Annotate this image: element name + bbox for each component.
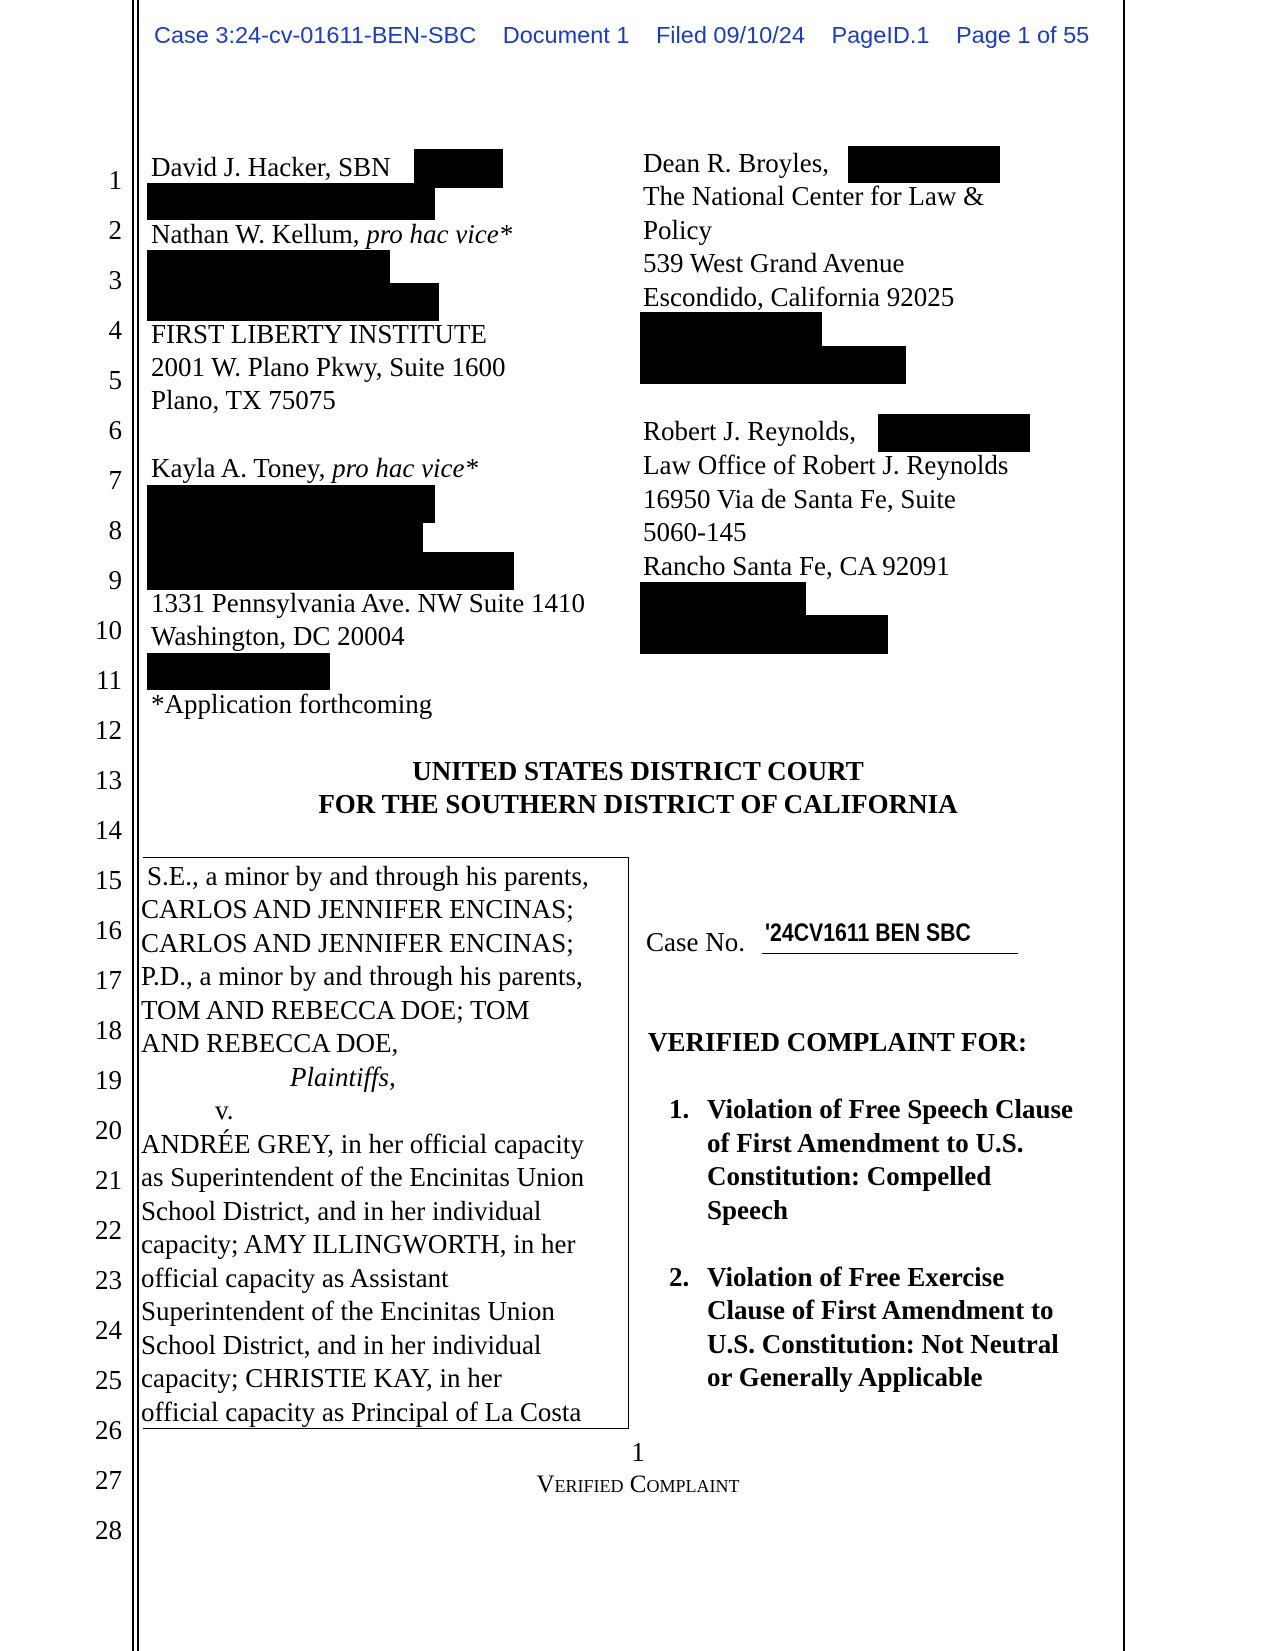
line-number: 25: [95, 1365, 122, 1395]
caption-line: capacity; AMY ILLINGWORTH, in her: [141, 1229, 576, 1259]
footer-page-number: 1: [631, 1437, 645, 1467]
counsel-address-line: 5060-145: [643, 517, 747, 547]
counsel-address-line: Washington, DC 20004: [151, 621, 405, 651]
redaction-box: [147, 653, 330, 690]
line-number: 15: [95, 865, 122, 895]
counsel-address-line: Rancho Santa Fe, CA 92091: [643, 551, 950, 581]
line-number: 8: [108, 515, 122, 545]
counsel-reynolds: Robert J. Reynolds,: [643, 416, 856, 446]
redaction-box: [848, 146, 1000, 183]
line-number: 21: [95, 1165, 122, 1195]
line-number: 23: [95, 1265, 122, 1295]
counsel-address-line: 539 West Grand Avenue: [643, 248, 905, 278]
caption-line: P.D., a minor by and through his parents,: [141, 961, 583, 991]
redaction-box: [147, 183, 435, 220]
line-number: 22: [95, 1215, 122, 1245]
caption-line: S.E., a minor by and through his parents,: [147, 861, 589, 891]
ecf-header: [154, 22, 1109, 49]
line-number: 6: [108, 415, 122, 445]
line-number: 4: [108, 315, 122, 345]
line-number: 28: [95, 1515, 122, 1545]
redaction-box: [640, 615, 888, 654]
line-number: 16: [95, 915, 122, 945]
redaction-box: [147, 552, 514, 590]
case-number-value: '24CV1611 BEN SBC: [765, 919, 971, 947]
left-margin-rule-outer: [132, 0, 134, 1651]
line-number: 11: [96, 665, 122, 695]
redaction-box: [640, 312, 822, 348]
caption-line: School District, and in her individual: [141, 1330, 542, 1360]
right-margin-rule: [1123, 0, 1125, 1651]
redaction-box: [878, 414, 1030, 452]
counsel-address-line: 2001 W. Plano Pkwy, Suite 1600: [151, 352, 506, 382]
claim-text-line: Violation of Free Speech Clause: [707, 1094, 1073, 1124]
caption-line: Superintendent of the Encinitas Union: [141, 1296, 555, 1326]
claim-text-line: of First Amendment to U.S.: [707, 1128, 1024, 1158]
line-number: 3: [108, 265, 122, 295]
header-page: Page 1 of 55: [955, 22, 1090, 48]
caption-line: CARLOS AND JENNIFER ENCINAS;: [141, 894, 574, 924]
caption-line: CARLOS AND JENNIFER ENCINAS;: [141, 928, 574, 958]
redaction-box: [147, 520, 423, 554]
line-number: 13: [95, 765, 122, 795]
line-number: 18: [95, 1015, 122, 1045]
caption-line: ANDRÉE GREY, in her official capacity: [141, 1129, 584, 1159]
counsel-address-line: Escondido, California 92025: [643, 282, 955, 312]
counsel-org: The National Center for Law &: [643, 181, 985, 211]
line-number: 12: [95, 715, 122, 745]
counsel-toney: [151, 452, 478, 485]
claim-text-line: Constitution: Compelled: [707, 1161, 992, 1191]
application-note: *Application forthcoming: [151, 689, 433, 719]
line-number: 24: [95, 1315, 122, 1345]
line-number: 7: [108, 465, 122, 495]
counsel-firm: Law Office of Robert J. Reynolds: [643, 450, 1009, 480]
claim-number: 1.: [669, 1094, 690, 1124]
counsel-hacker: David J. Hacker, SBN: [151, 152, 391, 182]
line-number: 26: [95, 1415, 122, 1445]
counsel-address-line: 16950 Via de Santa Fe, Suite: [643, 484, 956, 514]
redaction-box: [147, 283, 439, 321]
counsel-toney-name: Kayla A. Toney,: [151, 453, 333, 483]
line-number: 5: [108, 365, 122, 395]
line-number: 9: [108, 565, 122, 595]
line-number: 1: [108, 165, 122, 195]
caption-line: AND REBECCA DOE,: [141, 1028, 399, 1058]
counsel-address-line: Plano, TX 75075: [151, 385, 336, 415]
counsel-org: FIRST LIBERTY INSTITUTE: [151, 319, 487, 349]
line-number: 17: [95, 965, 122, 995]
counsel-toney-phv: pro hac vice*: [332, 453, 479, 483]
counsel-address-line: 1331 Pennsylvania Ave. NW Suite 1410: [151, 588, 585, 618]
plaintiffs-label: Plaintiffs,: [290, 1062, 396, 1092]
case-number-underline: [762, 953, 1018, 954]
header-filed: Filed 09/10/24: [655, 22, 805, 48]
complaint-heading: VERIFIED COMPLAINT FOR:: [648, 1027, 1028, 1057]
claim-text-line: Violation of Free Exercise: [707, 1262, 1005, 1292]
case-number-label: Case No.: [646, 927, 745, 957]
caption-line: TOM AND REBECCA DOE; TOM: [141, 995, 530, 1025]
claim-number: 2.: [669, 1262, 690, 1292]
counsel-kellum: [151, 218, 512, 251]
claim-text-line: Clause of First Amendment to: [707, 1295, 1054, 1325]
line-number: 19: [95, 1065, 122, 1095]
court-district-line: FOR THE SOUTHERN DISTRICT OF CALIFORNIA: [318, 789, 958, 819]
line-number: 27: [95, 1465, 122, 1495]
claim-text-line: or Generally Applicable: [707, 1362, 983, 1392]
court-name-line: UNITED STATES DISTRICT COURT: [412, 756, 864, 786]
line-number: 2: [108, 215, 122, 245]
header-pageid: PageID.1: [831, 22, 930, 48]
footer-title: Verified Complaint: [536, 1471, 740, 1498]
caption-line: official capacity as Principal of La Costa: [141, 1397, 582, 1427]
claim-text-line: Speech: [707, 1195, 788, 1225]
header-document: Document 1: [502, 22, 630, 48]
versus-label: v.: [215, 1095, 234, 1125]
header-case: Case 3:24-cv-01611-BEN-SBC: [154, 22, 477, 48]
redaction-box: [640, 582, 806, 618]
caption-line: as Superintendent of the Encinitas Union: [141, 1162, 585, 1192]
line-number: 20: [95, 1115, 122, 1145]
line-number: 10: [95, 615, 122, 645]
caption-line: capacity; CHRISTIE KAY, in her: [141, 1363, 502, 1393]
caption-line: School District, and in her individual: [141, 1196, 542, 1226]
caption-line: official capacity as Assistant: [141, 1263, 449, 1293]
counsel-org: Policy: [643, 215, 713, 245]
counsel-kellum-phv: pro hac vice*: [366, 219, 513, 249]
line-number: 14: [95, 815, 122, 845]
redaction-box: [147, 485, 435, 523]
redaction-box: [147, 250, 390, 284]
redaction-box: [640, 346, 906, 384]
left-margin-rule-inner: [137, 0, 139, 1651]
claim-text-line: U.S. Constitution: Not Neutral: [707, 1329, 1059, 1359]
counsel-broyles: Dean R. Broyles,: [643, 148, 829, 178]
counsel-kellum-name: Nathan W. Kellum,: [151, 219, 367, 249]
